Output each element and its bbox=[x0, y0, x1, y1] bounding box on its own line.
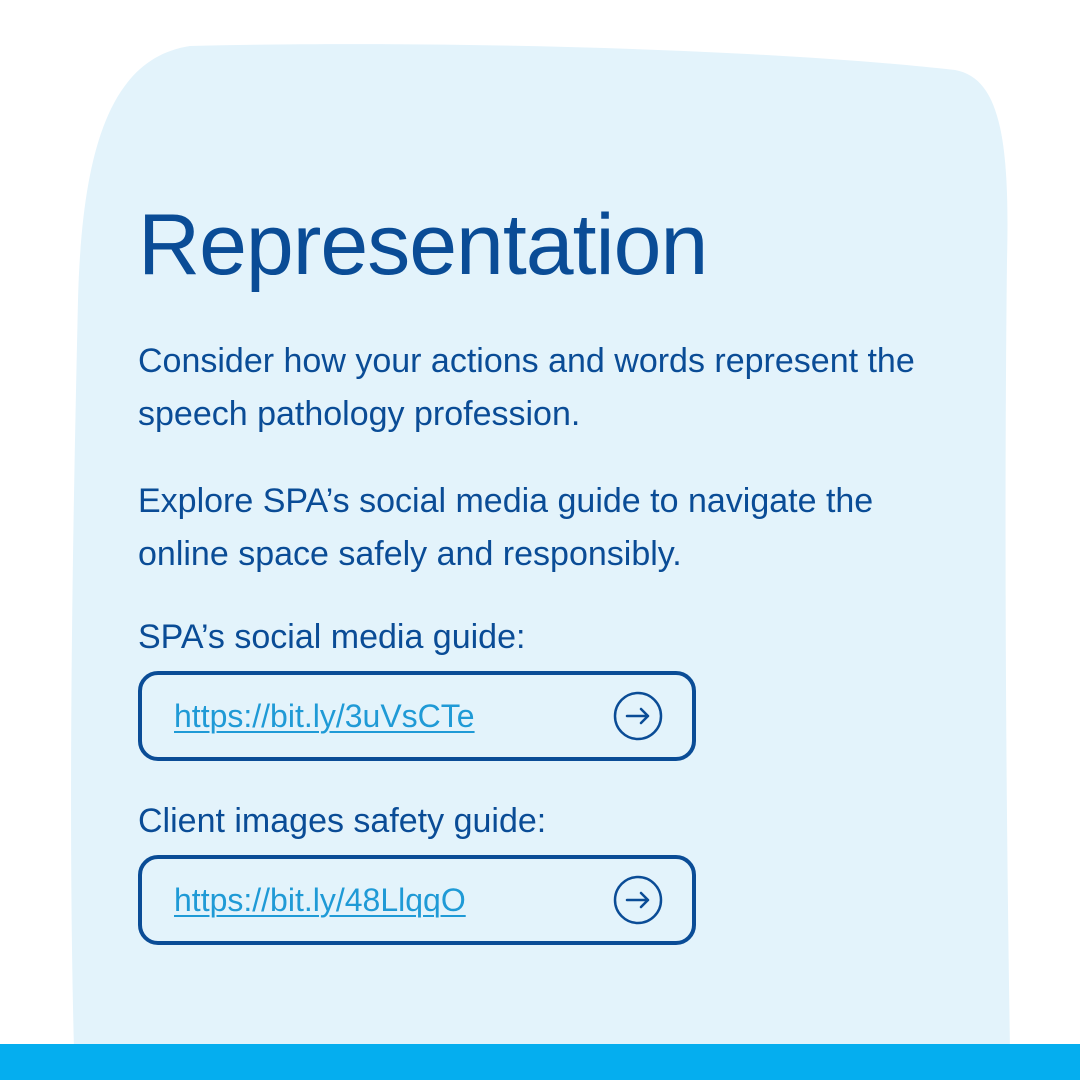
arrow-right-circle-icon[interactable] bbox=[612, 690, 664, 742]
social-media-guide-link[interactable]: https://bit.ly/3uVsCTe bbox=[174, 697, 475, 734]
page-title: Representation bbox=[138, 197, 708, 293]
social-media-guide-link-button[interactable] bbox=[138, 671, 696, 761]
guide-paragraph: Explore SPA’s social media guide to navigate the online space safely and responsibly. bbox=[138, 482, 874, 573]
client-images-guide-label: Client images safety guide: bbox=[138, 802, 547, 840]
social-media-guide-label: SPA’s social media guide: bbox=[138, 618, 526, 656]
bottom-accent-bar bbox=[0, 1044, 1080, 1080]
main-content bbox=[138, 195, 938, 983]
client-images-guide-link-button[interactable] bbox=[138, 855, 696, 945]
intro-paragraph: Consider how your actions and words represent the speech pathology profession. bbox=[138, 342, 915, 433]
arrow-right-circle-icon[interactable] bbox=[612, 874, 664, 926]
client-images-guide-link[interactable]: https://bit.ly/48LlqqO bbox=[174, 881, 466, 918]
